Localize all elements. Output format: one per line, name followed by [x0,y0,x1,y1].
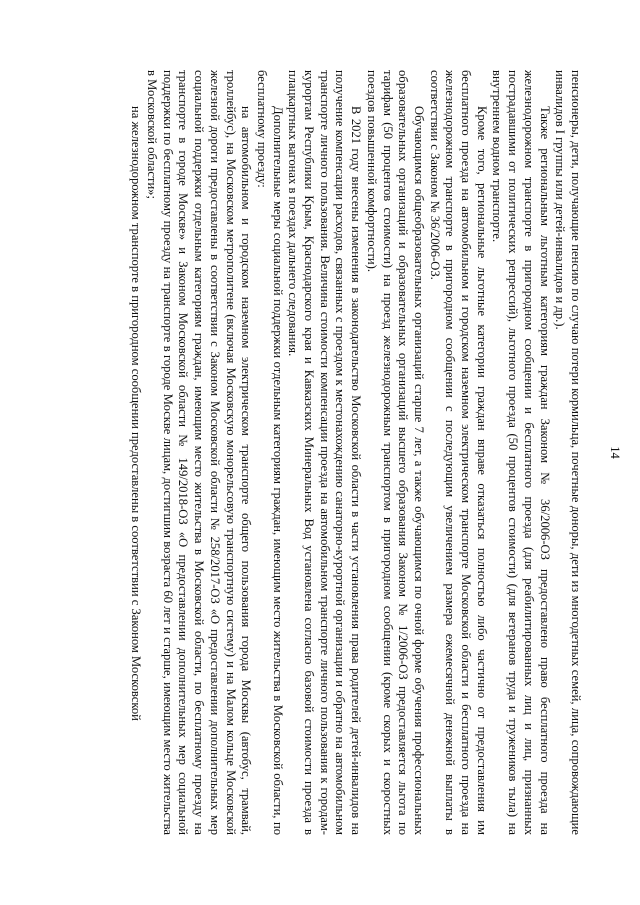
paragraph: на автомобильном и городском наземном электрическом транспорте общего пользования города Москвы (автобус, трамвай, троллейбус), на Московском метрополитене (включая Московскую монорельсовую транспортную систему) и на Малом кольце Московской железной дороги предоставлены в соответствии с Законом Московской области № 258/2017-ОЗ «О предоставлении дополнительных мер социальной поддержки отдельным категориям граждан, имеющим место жительства в Московской области, по бесплатному проезду на транспорте в городе Москве» и Законом Московской области № 149/2018-ОЗ «О предоставлении дополнительных мер социальной поддержки по бесплатному проезду на транспорте в городе Москве лицам, достигшим возраста 60 лет и старше, имеющим место жительства в Московской области»; [145,70,254,835]
paragraph: на железнодорожном транспорте в пригородном сообщении предоставлены в соответствии с Законом Московской [129,106,144,721]
paragraph: Обучающимся общеобразовательных организаций старше 7 лет, а также обучающимся по очной форме обучения профессиональных образовательных организаций и образовательных организаций высшего образования Законом № 1/2006-ОЗ предоставляется льгота по тарифам (50 процентов стоимости) на проезд железнодорожным транспортом в пригородном сообщении (кроме скорых и скоростных поездов повышенной комфортности). [364,70,426,835]
document-body [128,70,583,835]
paragraph: В 2021 году внесены изменения в законодательство Московской области в части установления права родителей детей-инвалидов на получение компенсации расходов, связанных с проездом к местонахождению санаторно-курортной организации и обратно на автомобильном транспорте личного пользования. Величина стоимости компенсации проезда на автомобильном транспорте личного пользования к городам-курортам Республики Крым, Краснодарского края и Кавказских Минеральных Вод установлена согласно базовой стоимости проезда в плацкартных вагонах в поездах дальнего следования. [286,70,364,835]
paragraph: Дополнительные меры социальной поддержки отдельным категориям граждан, имеющим место жительства в Московской области, по бесплатному проезду: [254,70,285,835]
paragraph: Также региональным льготным категориям граждан Законом № 36/2006-ОЗ предоставлено право бесплатного проезда на железнодорожном транспорте в пригородном сообщении и бесплатного проезда (для реабилитированных лиц и лиц, признанных пострадавшими от политических репрессий), льготного проезда (50 процентов стоимости) (для ветеранов труда и тружеников тыла) на внутреннем водном транспорте. [490,70,552,835]
page-number: 14 [608,446,622,459]
paragraph: пенсионеры, дети, получающие пенсию по случаю потери кормильца, почетные доноры, дети из многодетных семей, лица, сопровождающие инвалидов I группы или детей-инвалидов и др.). [553,70,583,835]
paragraph: Кроме того, региональные льготные категории граждан вправе отказаться полностью либо частично от предоставления им бесплатного проезда на автомобильном и городском наземном электрическом транспорте Московской области и бесплатного проезда на железнодорожном транспорте в пригородном сообщении с последующим увеличением размера ежемесячной денежной выплаты в соответствии с Законом № 36/2006-ОЗ. [427,70,489,835]
